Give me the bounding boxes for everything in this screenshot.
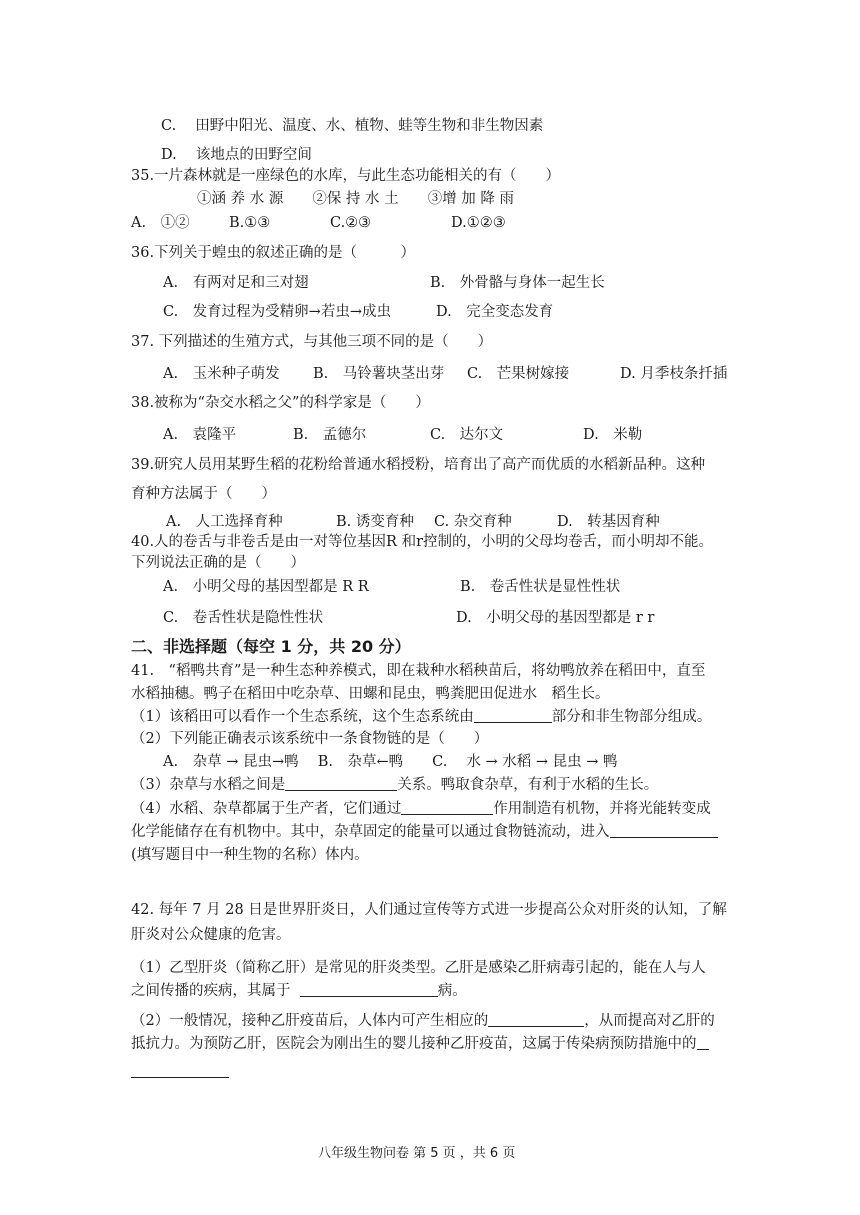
q41-part-4-line-2 <box>131 822 718 842</box>
q42-part-2-answer-blank-2b[interactable] <box>131 1063 229 1078</box>
q35-option-a: A. ①② <box>131 215 190 231</box>
q42-part-2 <box>131 1011 715 1031</box>
q42-intro-line-2: 肝炎对公众健康的危害。 <box>131 927 291 943</box>
q39-stem-line-1: 39.研究人员用某野生稻的花粉给普通水稻授粉，培育出了高产而优质的水稻新品种。这种 <box>131 457 706 473</box>
q41-intro-line-1: 41. “稻鸭共育”是一种生态种养模式，即在栽种水稻秧苗后，将幼鸭放养在稻田中，直至 <box>131 663 706 679</box>
q37-option-d: D. 月季枝条扦插 <box>620 366 728 382</box>
q38-option-a: A. 袁隆平 <box>163 427 237 443</box>
q42-part-2-answer-blank-2a[interactable] <box>697 1035 709 1050</box>
q37-stem: 37. 下列描述的生殖方式，与其他三项不同的是（ ） <box>131 334 493 350</box>
q41-part-4-answer-blank-1[interactable] <box>401 800 493 815</box>
q37-option-c: C. 芒果树嫁接 <box>467 366 570 382</box>
q42-part-2-text-b: ，从而提高对乙肝的 <box>584 1013 715 1029</box>
q36-option-a: A. 有两对足和三对翅 <box>163 275 309 291</box>
q41-part-4-text-c: 化学能储存在有机物中。其中，杂草固定的能量可以通过食物链流动，进入 <box>131 824 610 840</box>
q37-option-a: A. 玉米种子萌发 <box>163 366 280 382</box>
q35-option-d: D.①②③ <box>451 215 506 231</box>
q40-option-d: D. 小明父母的基因型都是 r r <box>456 610 655 626</box>
q41-part-2: （2）下列能正确表示该系统中一条食物链的是（ ） <box>131 731 489 747</box>
q41-part-2-options: A. 杂草 → 昆虫→鸭 B. 杂草←鸭 C. 水 → 水稻 → 昆虫 → 鸭 <box>163 754 618 770</box>
q36-option-c: C. 发育过程为受精卵→若虫→成虫 <box>163 304 391 320</box>
page-footer: 八年级生物问卷 第 5 页 ，共 6 页 <box>318 1146 516 1161</box>
q41-part-3-answer-blank[interactable] <box>285 776 397 791</box>
section-2-title: 二、非选择题（每空 1 分，共 20 分） <box>131 637 411 656</box>
q38-option-d: D. 米勒 <box>583 427 643 443</box>
q41-part-1-text-b: 部分和非生物部分组成。 <box>551 709 712 725</box>
q40-option-b: B. 卷舌性状是显性性状 <box>460 579 621 595</box>
q41-part-4-line-3: (填写题目中一种生物的名称）体内。 <box>131 847 369 863</box>
q35-option-b: B.①③ <box>229 215 271 231</box>
q35-stem: 35.一片森林就是一座绿色的水库，与此生态功能相关的有（ ） <box>131 168 561 184</box>
q42-part-2-answer-blank-1[interactable] <box>488 1012 584 1027</box>
q42-intro-line-1: 42. 每年 7 月 28 日是世界肝炎日，人们通过宣传等方式进一步提高公众对肝炎的认知，了解 <box>131 902 727 918</box>
q41-part-3-text-b: 关系。鸭取食杂草，有利于水稻的生长。 <box>397 777 659 793</box>
q38-stem: 38.被称为“杂交水稻之父”的科学家是（ ） <box>131 395 430 411</box>
q39-option-d: D. 转基因育种 <box>557 514 660 530</box>
q41-part-4-answer-blank-2[interactable] <box>610 823 718 838</box>
q42-part-2-text-c: 抵抗力。为预防乙肝，医院会为刚出生的婴儿接种乙肝疫苗，这属于传染病预防措施中的 <box>131 1036 697 1052</box>
q39-option-c: C. 杂交育种 <box>434 514 512 530</box>
q40-stem-line-1: 40.人的卷舌与非卷舌是由一对等位基因R 和r控制的，小明的父母均卷舌，而小明却不能。 <box>131 534 714 550</box>
q42-part-1-text-b: 之间传播的疾病，其属于 <box>131 983 291 999</box>
q41-part-1-text-a: （1）该稻田可以看作一个生态系统，这个生态系统由 <box>131 709 474 725</box>
q42-part-1-text-c: 病。 <box>437 983 467 999</box>
q36-option-d: D. 完全变态发育 <box>436 304 554 320</box>
q39-option-b: B. 诱变育种 <box>336 514 414 530</box>
q42-part-1-answer-blank[interactable] <box>300 982 438 997</box>
q41-part-4-text-a: （4）水稻、杂草都属于生产者，它们通过 <box>131 801 402 817</box>
q42-part-1: （1）乙型肝炎（简称乙肝）是常见的肝炎类型。乙肝是感染乙肝病毒引起的，能在人与人 <box>131 960 706 976</box>
q36-option-b: B. 外骨骼与身体一起生长 <box>430 275 605 291</box>
q41-part-4-text-b: 作用制造有机物，并将光能转变成 <box>493 801 711 817</box>
q42-part-2-line-3 <box>131 1062 229 1082</box>
q38-option-b: B. 孟德尔 <box>293 427 367 443</box>
q40-option-c: C. 卷舌性状是隐性性状 <box>163 610 324 626</box>
q34-option-d: D. 该地点的田野空间 <box>161 147 312 163</box>
q41-part-3 <box>131 775 658 795</box>
q41-part-4 <box>131 799 711 819</box>
q34-option-c: C. 田野中阳光、温度、水、植物、蛙等生物和非生物因素 <box>161 118 544 134</box>
q39-stem-line-2: 育种方法属于（ ） <box>131 486 276 502</box>
q42-part-1-line-2 <box>131 981 467 1001</box>
q38-option-c: C. 达尔文 <box>430 427 504 443</box>
q40-stem-line-2: 下列说法正确的是（ ） <box>131 555 305 571</box>
q39-option-a: A. 人工选择育种 <box>166 514 283 530</box>
q42-part-2-line-2 <box>131 1034 709 1054</box>
q35-option-c: C.②③ <box>330 215 372 231</box>
q41-part-1-answer-blank[interactable] <box>474 708 552 723</box>
q35-items: ①涵 养 水 源 ②保 持 水 土 ③增 加 降 雨 <box>197 191 514 207</box>
q36-stem: 36.下列关于蝗虫的叙述正确的是（ ） <box>131 245 416 261</box>
q41-intro-line-2: 水稻抽穗。鸭子在稻田中吃杂草、田螺和昆虫，鸭粪肥田促进水 稻生长。 <box>131 686 610 702</box>
q41-part-1 <box>131 707 711 727</box>
q37-option-b: B. 马铃薯块茎出芽 <box>313 366 445 382</box>
q41-part-3-text-a: （3）杂草与水稻之间是 <box>131 777 286 793</box>
q42-part-2-text-a: （2）一般情况，接种乙肝疫苗后，人体内可产生相应的 <box>131 1013 489 1029</box>
q40-option-a: A. 小明父母的基因型都是 R R <box>163 579 369 595</box>
